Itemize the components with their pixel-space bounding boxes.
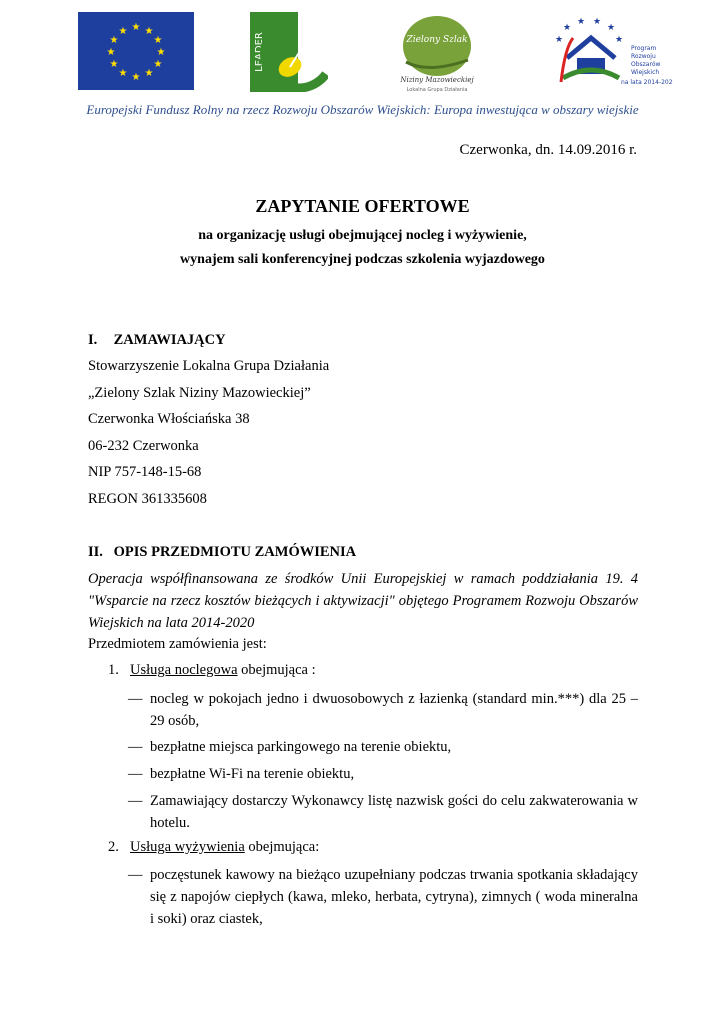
eu-flag-logo xyxy=(78,12,194,90)
list-item-number: 2. xyxy=(108,839,119,855)
bullet-item xyxy=(128,736,638,758)
subtitle-line-2: wynajem sali konferencyjnej podczas szkolenia wyjazdowego xyxy=(180,252,545,267)
section-1-title: ZAMAWIAJĄCY xyxy=(113,332,226,348)
list-item-underlined: Usługa noclegowa xyxy=(130,662,238,678)
orderer-line: Stowarzyszenie Lokalna Grupa Działania xyxy=(88,358,330,374)
section-1-heading xyxy=(88,332,226,349)
section-2-number: II. xyxy=(88,544,103,560)
fund-line: Europejski Fundusz Rolny na rzecz Rozwoju Obszarów Wiejskich: Europa inwestująca w obszary wiejskie xyxy=(86,102,639,117)
list-item-underlined: Usługa wyżywienia xyxy=(130,839,245,855)
svg-text:★: ★ xyxy=(106,47,116,58)
svg-text:★: ★ xyxy=(156,47,166,58)
list-item-number: 1. xyxy=(108,662,119,678)
svg-text:★: ★ xyxy=(615,35,624,45)
dash-bullet: — xyxy=(128,766,143,782)
section-1-number: I. xyxy=(88,332,98,348)
svg-text:★: ★ xyxy=(563,23,572,33)
bullet-item xyxy=(128,864,638,930)
svg-text:Obszarów: Obszarów xyxy=(631,61,661,68)
section-2-heading xyxy=(88,544,356,561)
subtitle-line-1: na organizację usługi obejmującej nocleg i wyżywienie, xyxy=(198,228,527,243)
svg-text:Lokalna Grupa Działania: Lokalna Grupa Działania xyxy=(406,87,468,93)
orderer-line: REGON 361335608 xyxy=(88,491,207,507)
bullet-item xyxy=(128,688,638,732)
dash-bullet: — xyxy=(128,739,143,755)
svg-text:★: ★ xyxy=(153,35,163,46)
svg-text:★: ★ xyxy=(593,18,602,27)
svg-text:★: ★ xyxy=(577,18,586,27)
orderer-line: „Zielony Szlak Niziny Mazowieckiej” xyxy=(88,385,311,401)
svg-text:★: ★ xyxy=(131,22,141,33)
svg-text:Niziny Mazowieckiej: Niziny Mazowieckiej xyxy=(400,76,474,84)
svg-text:★: ★ xyxy=(607,23,616,33)
svg-text:★: ★ xyxy=(555,35,564,45)
svg-text:Program: Program xyxy=(631,45,657,52)
operation-paragraph: Operacja współfinansowana ze środków Unii Europejskiej w ramach poddziałania 19. 4 "Wsparcie na rzecz kosztów bieżących i aktywizacji" objętego Programem Rozwoju Obszarów Wiejskich na lata 2014-2020 xyxy=(88,571,638,631)
svg-text:na lata 2014-2020: na lata 2014-2020 xyxy=(621,79,673,86)
svg-text:★: ★ xyxy=(109,59,119,70)
svg-text:★: ★ xyxy=(144,26,154,37)
logo-bar xyxy=(0,10,725,95)
orderer-line: NIP 757-148-15-68 xyxy=(88,464,202,480)
svg-text:★: ★ xyxy=(118,26,128,37)
list-item-rest: obejmująca: xyxy=(244,839,320,855)
dash-bullet: — xyxy=(128,867,143,883)
prow-logo xyxy=(553,18,673,88)
lgd-zielony-szlak-logo xyxy=(398,14,476,94)
svg-text:LEADER: LEADER xyxy=(254,32,265,72)
bullet-text: bezpłatne Wi-Fi na terenie obiektu, xyxy=(150,766,355,782)
bullet-text: nocleg w pokojach jedno i dwuosobowych z łazienką (standard min.***) dla 25 – 29 osób, xyxy=(150,691,638,729)
svg-text:Wiejskich: Wiejskich xyxy=(631,69,660,76)
bullet-text: bezpłatne miejsca parkingowego na terenie obiektu, xyxy=(150,739,452,755)
dash-bullet: — xyxy=(128,691,143,707)
svg-text:★: ★ xyxy=(153,59,163,70)
svg-text:★: ★ xyxy=(144,68,154,79)
svg-text:Zielony Szlak: Zielony Szlak xyxy=(406,35,468,45)
svg-text:★: ★ xyxy=(131,72,141,83)
section-2-title: OPIS PRZEDMIOTU ZAMÓWIENIA xyxy=(113,544,357,560)
leader-logo xyxy=(250,12,328,92)
svg-text:★: ★ xyxy=(118,68,128,79)
orderer-line: Czerwonka Włościańska 38 xyxy=(88,411,250,427)
svg-text:Rozwoju: Rozwoju xyxy=(631,53,656,60)
bullet-text: Zamawiający dostarczy Wykonawcy listę nazwisk gości do celu zakwaterowania w hotelu. xyxy=(150,793,638,831)
list-item-rest: obejmująca : xyxy=(237,662,316,678)
list-item-1 xyxy=(108,662,316,679)
list-item-2 xyxy=(108,839,319,856)
bullet-item xyxy=(128,790,638,834)
svg-text:★: ★ xyxy=(109,35,119,46)
orderer-line: 06-232 Czerwonka xyxy=(88,438,199,454)
dash-bullet: — xyxy=(128,793,143,809)
date-line: Czerwonka, dn. 14.09.2016 r. xyxy=(459,142,637,158)
document-title: ZAPYTANIE OFERTOWE xyxy=(255,196,470,216)
order-intro: Przedmiotem zamówienia jest: xyxy=(88,636,267,652)
bullet-text: poczęstunek kawowy na bieżąco uzupełniany podczas trwania spotkania składający się z napojów ciepłych (kawa, mleko, herbata, cytryna), zimnych ( woda mineralna i soki) oraz ciastek, xyxy=(150,867,638,927)
bullet-item xyxy=(128,763,638,785)
